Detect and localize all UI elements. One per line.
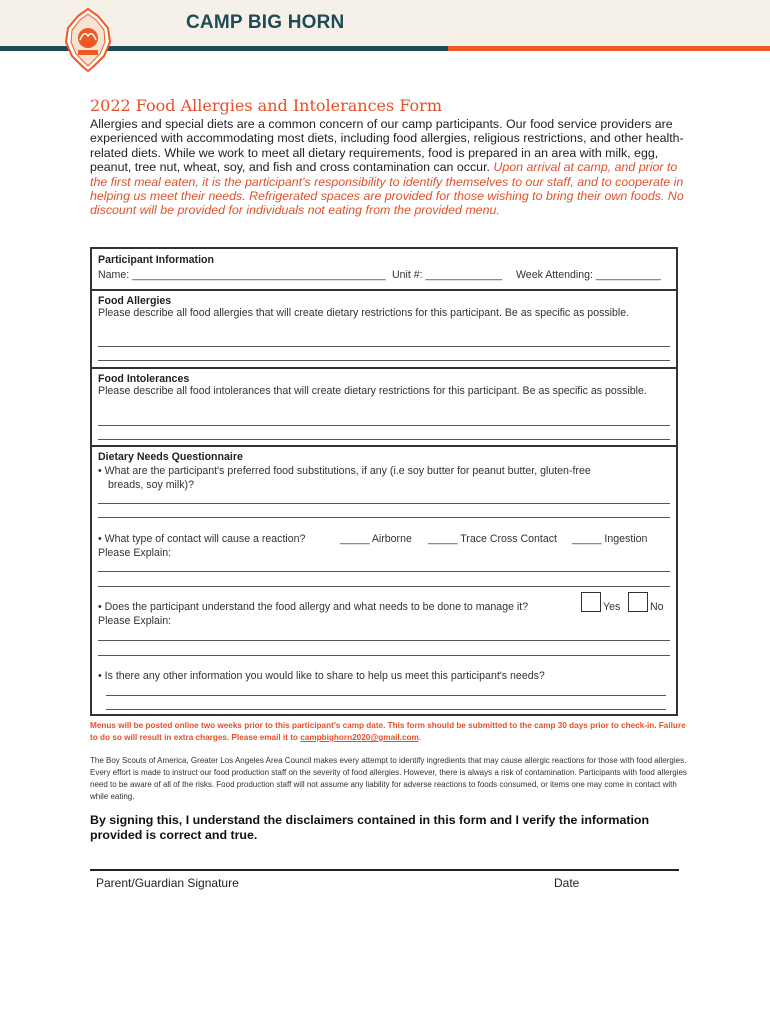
allergies-title: Food Allergies [98, 295, 172, 307]
signature-line[interactable] [90, 869, 679, 871]
submission-note: Menus will be posted online two weeks prior to this participant's camp date. This form should be submitted to the camp 30 days prior to check-in. Failure to do so will result in extra charges. Please email it to campbighorn2020@gmail.com. [90, 721, 686, 742]
other-info-answer-line[interactable] [106, 695, 666, 696]
contact-answer-line[interactable] [98, 571, 670, 572]
understand-answer-line[interactable] [98, 640, 670, 641]
yes-label: Yes [603, 601, 621, 613]
intro-paragraph [90, 117, 690, 218]
intro-text: Allergies and special diets are a common concern of our camp participants. Our food service providers are experienced with accommodating most diets, including food allergies, religious restrictions, and other health-related diets. While we work to meet all dietary requirements, food is prepared in an area with milk, egg, peanut, tree nut, wheat, soy, and fish and cross contamination can occur. [90, 117, 684, 175]
explain-label: Please Explain: [98, 547, 172, 559]
intolerances-prompt: Please describe all food intolerances that will create dietary restrictions for this participant. Be as specific as possible. [98, 385, 647, 397]
participant-title: Participant Information [98, 254, 214, 266]
unit-field[interactable]: Unit #: _____________ [392, 269, 503, 281]
participant-section [92, 254, 676, 266]
certification-statement: By signing this, I understand the disclaimers contained in this form and I verify the information provided is correct and true. [90, 813, 650, 842]
week-field[interactable]: Week Attending: ___________ [516, 269, 661, 281]
option-airborne[interactable]: _____ Airborne [340, 533, 412, 545]
email-link[interactable]: campbighorn2020@gmail.com [300, 733, 419, 742]
intolerances-answer-line[interactable] [98, 425, 670, 426]
allergies-prompt: Please describe all food allergies that will create dietary restrictions for this participant. Be as specific as possible. [98, 307, 630, 319]
understand-answer-line[interactable] [98, 655, 670, 656]
form-box [90, 247, 678, 716]
camp-name: CAMP BIG HORN [186, 12, 345, 33]
no-checkbox[interactable] [628, 592, 648, 612]
name-field[interactable]: Name: ___________________________________________ [98, 269, 386, 281]
question-substitutions: • What are the participant's preferred food substitutions, if any (i.e soy butter for peanut butter, gluten-free [98, 465, 591, 477]
allergies-section [92, 295, 676, 319]
form-title: 2022 Food Allergies and Intolerances Form [90, 96, 442, 115]
allergies-answer-line[interactable] [98, 346, 670, 347]
question-understand: • Does the participant understand the food allergy and what needs to be done to manage it? [98, 601, 529, 613]
questionnaire-title: Dietary Needs Questionnaire [98, 451, 243, 463]
question-contact: • What type of contact will cause a reaction? [98, 533, 306, 545]
option-ingestion[interactable]: _____ Ingestion [572, 533, 648, 545]
intolerances-title: Food Intolerances [98, 373, 190, 385]
signature-label: Parent/Guardian Signature [96, 876, 239, 890]
question-substitutions-cont: breads, soy milk)? [108, 479, 194, 491]
intolerances-section [92, 373, 676, 397]
intro-emphasis: Upon arrival at camp, and prior to the first meal eaten, it is the participant's responsibility to identify themselves to our staff, and to cooperate in helping us meet their needs. Refrigerated spaces are provided for those wishing to bring their own foods. No discount will be provided for individuals not eating from the provided menu. [90, 160, 684, 218]
explain-label: Please Explain: [98, 615, 172, 627]
substitutions-answer-line[interactable] [98, 503, 670, 504]
questionnaire-section [92, 451, 676, 463]
camp-logo-icon [64, 8, 112, 72]
section-divider [92, 445, 676, 447]
section-divider [92, 289, 676, 291]
intolerances-answer-line[interactable] [98, 439, 670, 440]
allergies-answer-line[interactable] [98, 360, 670, 361]
other-info-answer-line[interactable] [106, 709, 666, 710]
yes-checkbox[interactable] [581, 592, 601, 612]
header-band [0, 0, 770, 46]
option-trace-contact[interactable]: _____ Trace Cross Contact [428, 533, 557, 545]
substitutions-answer-line[interactable] [98, 517, 670, 518]
no-label: No [650, 601, 664, 613]
question-other-info: • Is there any other information you would like to share to help us meet this participant's needs? [98, 670, 545, 682]
contact-answer-line[interactable] [98, 586, 670, 587]
disclaimer: The Boy Scouts of America, Greater Los Angeles Area Council makes every attempt to identify ingredients that may cause allergic reactions for those with food allergies. Every effort is made to instruct our food production staff on the severity of food allergies. However, there is always a risk of contamination. Participants with food allergies need to be aware of all of the risks. Food production staff will not assume any liability for adverse reactions to foods consumed, or items one may come in contact with while eating. [90, 756, 687, 801]
date-label: Date [554, 876, 580, 890]
section-divider [92, 367, 676, 369]
submission-note-text: Menus will be posted online two weeks prior to this participant's camp date. This form should be submitted to the camp 30 days prior to check-in. Failure to do so will result in extra charges. Please email it to [90, 721, 686, 742]
header-rule-orange [448, 46, 770, 51]
